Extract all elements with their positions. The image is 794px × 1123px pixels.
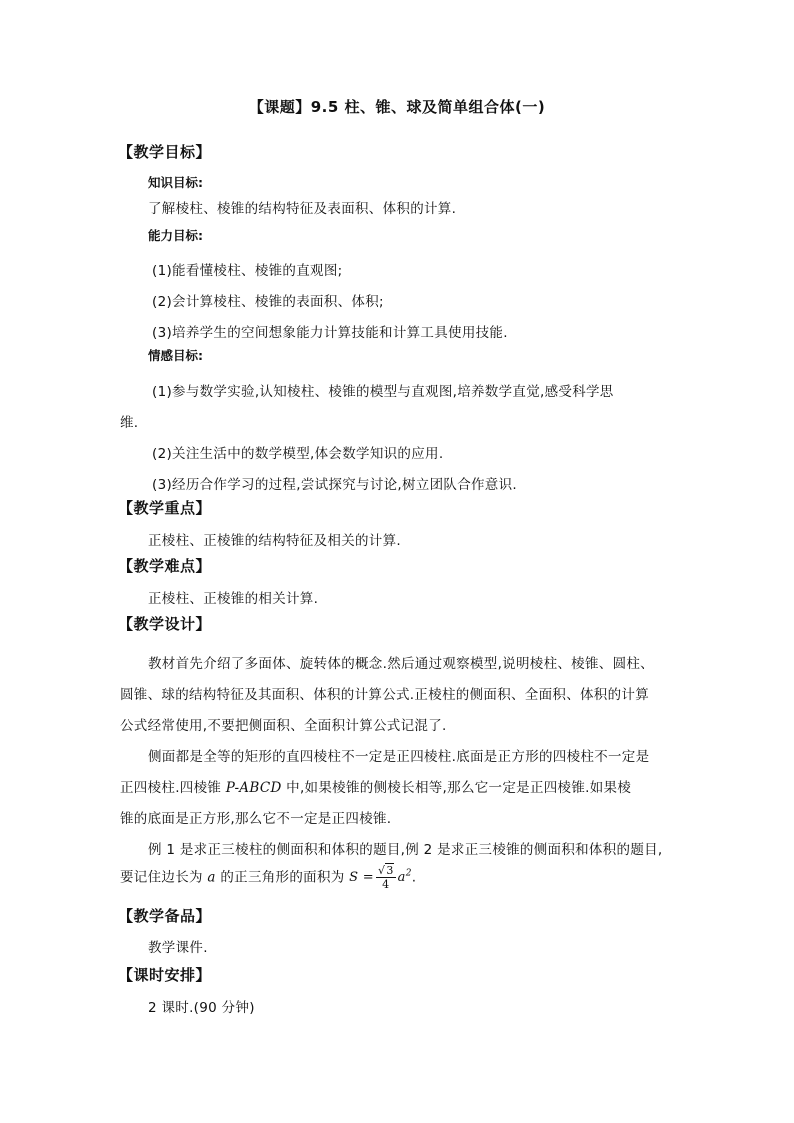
objectives-heading: 【教学目标】 bbox=[118, 143, 212, 161]
formula-exponent: 2 bbox=[405, 868, 412, 879]
emotion-item-2: (2)关注生活中的数学模型,体会数学知识的应用. bbox=[152, 446, 444, 462]
knowledge-goal-label: 知识目标: bbox=[148, 175, 203, 190]
pyramid-variable: P-ABCD bbox=[225, 780, 282, 796]
emotion-item-1-line-1: (1)参与数学实验,认知棱柱、棱锥的模型与直观图,培养数学直觉,感受科学思 bbox=[152, 384, 614, 400]
formula-numerator: √3 bbox=[378, 864, 394, 877]
schedule-text: 2 课时.(90 分钟) bbox=[148, 1000, 255, 1016]
side-length-variable: a bbox=[207, 869, 216, 886]
design-p3-line-2-end: . bbox=[411, 869, 417, 886]
design-p2-line-2-start: 正四棱柱.四棱锥 bbox=[120, 780, 226, 796]
formula-radicand: 3 bbox=[386, 864, 394, 877]
schedule-heading: 【课时安排】 bbox=[118, 966, 212, 984]
design-p3-line-1: 例 1 是求正三棱柱的侧面积和体积的题目,例 2 是求正三棱锥的侧面积和体积的题目, bbox=[148, 842, 663, 858]
formula-fraction bbox=[376, 864, 396, 891]
lesson-title: 【课题】9.5 柱、锥、球及简单组合体(一) bbox=[248, 98, 546, 116]
formula-lhs: S = bbox=[349, 870, 374, 885]
design-p1-line-3: 公式经常使用,不要把侧面积、全面积计算公式记混了. bbox=[120, 718, 447, 734]
emotion-item-3: (3)经历合作学习的过程,尝试探究与讨论,树立团队合作意识. bbox=[152, 477, 517, 493]
formula-denominator: 4 bbox=[382, 878, 390, 891]
key-points-heading: 【教学重点】 bbox=[118, 499, 212, 517]
ability-goal-label: 能力目标: bbox=[148, 228, 203, 243]
ability-item-1: (1)能看懂棱柱、棱锥的直观图; bbox=[152, 263, 343, 279]
design-p1-line-2: 圆锥、球的结构特征及其面积、体积的计算公式.正棱柱的侧面积、全面积、体积的计算 bbox=[120, 687, 649, 703]
ability-item-3: (3)培养学生的空间想象能力计算技能和计算工具使用技能. bbox=[152, 325, 508, 341]
materials-heading: 【教学备品】 bbox=[118, 907, 212, 925]
design-p3-line-2-mid: 的正三角形的面积为 bbox=[215, 869, 350, 886]
difficulties-text: 正棱柱、正棱锥的相关计算. bbox=[148, 591, 319, 607]
materials-text: 教学课件. bbox=[148, 940, 208, 956]
design-p2-line-2 bbox=[120, 776, 631, 796]
key-points-text: 正棱柱、正棱锥的结构特征及相关的计算. bbox=[148, 533, 401, 549]
ability-item-2: (2)会计算棱柱、棱锥的表面积、体积; bbox=[152, 294, 384, 310]
design-p3-line-2-start: 要记住边长为 bbox=[120, 869, 208, 886]
difficulties-heading: 【教学难点】 bbox=[118, 557, 212, 575]
design-p2-line-2-end: 中,如果棱锥的侧棱长相等,那么它一定是正四棱锥.如果棱 bbox=[281, 780, 632, 796]
design-p3-line-2 bbox=[120, 864, 416, 891]
emotion-item-1-line-2: 维. bbox=[120, 415, 139, 431]
design-p2-line-3: 锥的底面是正方形,那么它不一定是正四棱锥. bbox=[120, 811, 392, 827]
knowledge-goal-text: 了解棱柱、棱锥的结构特征及表面积、体积的计算. bbox=[148, 201, 457, 217]
design-p2-line-1: 侧面都是全等的矩形的直四棱柱不一定是正四棱柱.底面是正方形的四棱柱不一定是 bbox=[148, 749, 650, 765]
formula-variable: a bbox=[397, 870, 406, 885]
emotion-goal-label: 情感目标: bbox=[148, 348, 203, 363]
triangle-area-formula bbox=[349, 864, 412, 891]
design-p1-line-1: 教材首先介绍了多面体、旋转体的概念.然后通过观察模型,说明棱柱、棱锥、圆柱、 bbox=[148, 656, 654, 672]
design-heading: 【教学设计】 bbox=[118, 615, 212, 633]
